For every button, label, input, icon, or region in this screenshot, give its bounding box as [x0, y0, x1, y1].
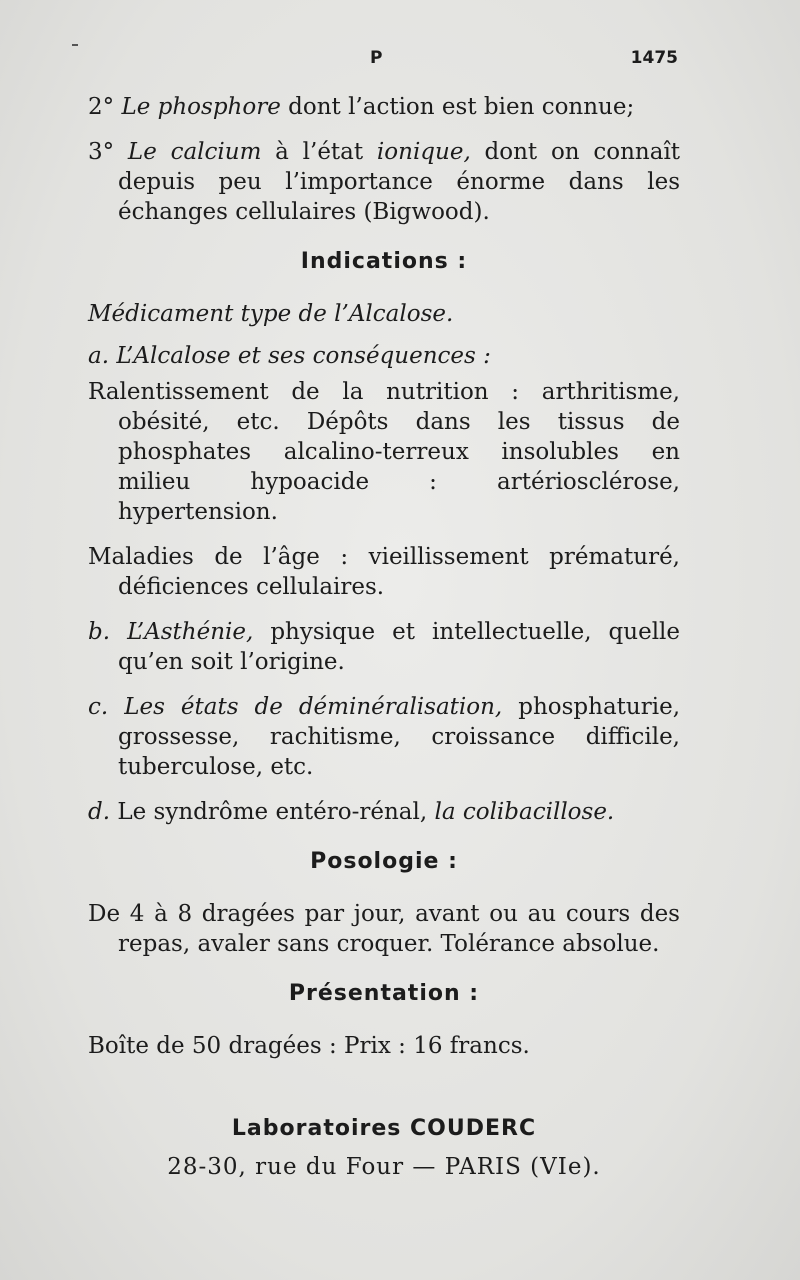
indication-ralentissement: Ralentissement de la nutrition : arthritisme, obésité, etc. Dépôts dans les tissus de phosphates alcalino-terreux insolubles en milieu hypoacide : artériosclérose, hypertension. — [88, 379, 680, 525]
indication-text: phosphaturie, grossesse, rachitisme, croissance difficile, tuberculose, etc. — [118, 694, 681, 780]
indication-a — [88, 341, 680, 371]
item-term: Le phosphore — [121, 94, 281, 120]
item-text: à l’état — [275, 139, 364, 165]
item-number: 2° — [88, 94, 115, 120]
indications-subtitle: Médicament type de l’Alcalose. — [88, 301, 454, 327]
posologie-text: De 4 à 8 dragées par jour, avant ou au cours des repas, avaler sans croquer. Tolérance absolue. — [88, 901, 680, 957]
indication-label: a. — [88, 343, 110, 369]
indication-label: b. — [88, 619, 111, 645]
indication-term: la colibacillose. — [434, 799, 615, 825]
indication-title: L’Alcalose et ses conséquences : — [116, 343, 491, 369]
presentation-text: Boîte de 50 dragées : Prix : 16 francs. — [88, 1033, 530, 1059]
indication-b — [88, 617, 680, 677]
item-number: 3° — [88, 139, 115, 165]
indication-term: L’Asthénie, — [127, 619, 254, 645]
item-term: Le calcium — [127, 139, 262, 165]
posologie-heading: Posologie : — [310, 849, 458, 874]
indication-text: physique et intellectuelle, quelle qu’en soit l’origine. — [118, 619, 681, 675]
indication-d — [88, 797, 680, 827]
page-number: 1475 — [630, 48, 678, 68]
presentation-heading: Présentation : — [288, 981, 480, 1006]
laboratory-address: 28-30, rue du Four — PARIS (VIe). — [167, 1154, 601, 1180]
item-calcium — [88, 137, 680, 227]
section-letter: P — [370, 48, 383, 68]
indication-text: Le syndrôme entéro-rénal, — [117, 799, 428, 825]
indication-term: Les états de déminéralisation, — [124, 694, 503, 720]
item-text: dont l’action est bien connue; — [288, 94, 635, 120]
item-term: ionique, — [376, 139, 471, 165]
laboratory-name: Laboratoires COUDERC — [231, 1116, 537, 1141]
running-header — [88, 48, 678, 76]
main-text — [88, 92, 680, 1076]
indication-c — [88, 692, 680, 782]
margin-mark — [72, 44, 78, 46]
indication-label: d. — [88, 799, 111, 825]
item-text: dont on connaît depuis peu l’importance énorme dans les échanges cellulaires (Bigwood). — [118, 139, 681, 225]
indications-heading: Indications : — [300, 249, 468, 274]
indication-maladies: Maladies de l’âge : vieillissement prématuré, déficiences cellulaires. — [88, 544, 680, 600]
item-phosphore — [88, 92, 680, 122]
indication-label: c. — [88, 694, 109, 720]
